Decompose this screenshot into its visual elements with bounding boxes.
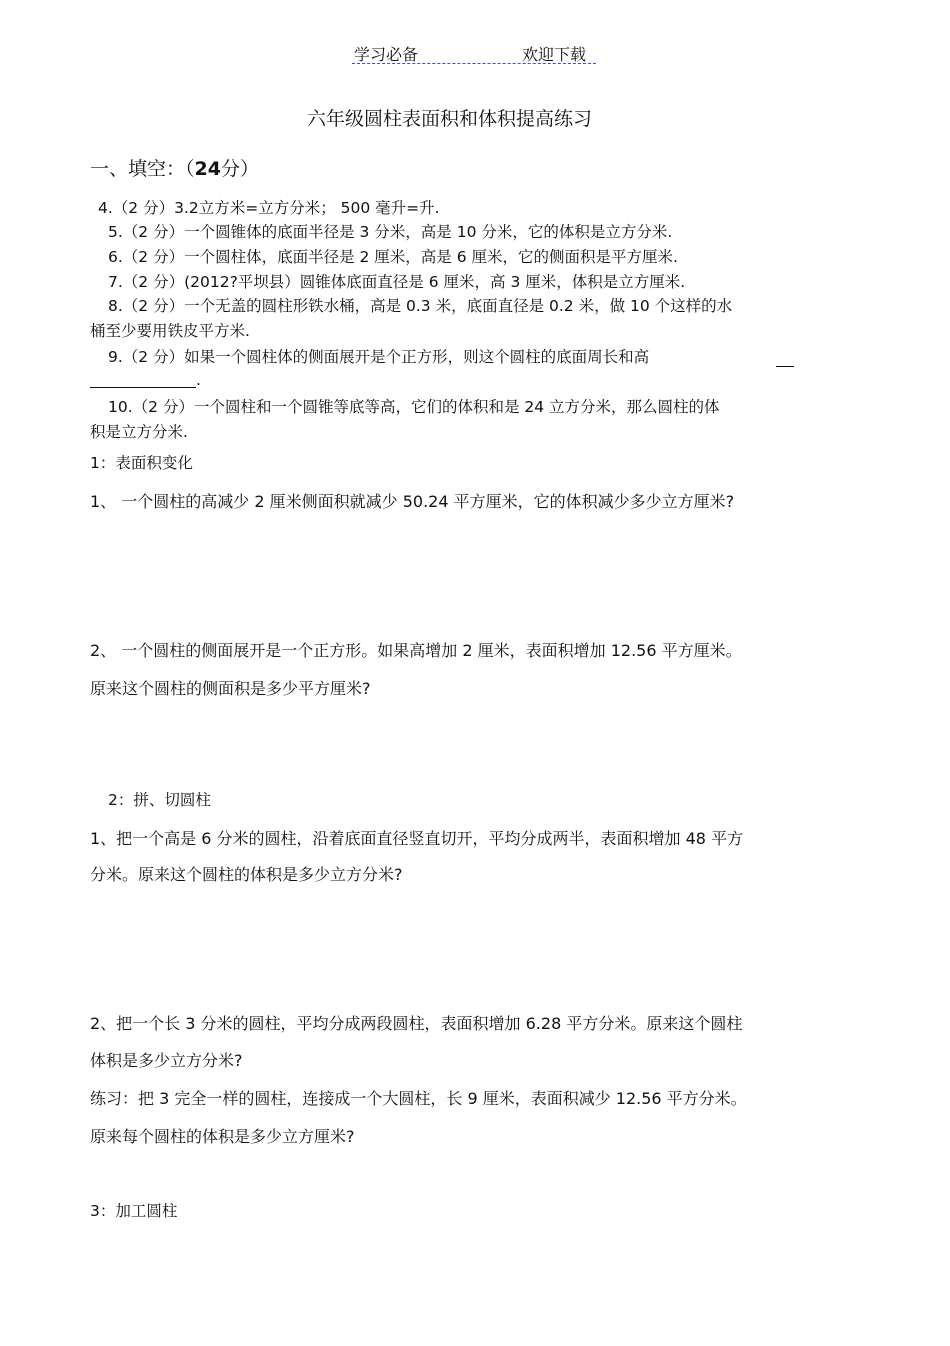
part1-heading: 1：表面积变化 (90, 454, 193, 472)
section-heading (90, 154, 259, 181)
part1-problem-2-line1: 2、 一个圆柱的侧面展开是一个正方形。如果高增加 2 厘米，表面积增加 12.56 平方厘米。 (90, 641, 742, 660)
part2-problem-2-line2: 体积是多少立方分米? (90, 1051, 243, 1070)
question-9-line1: 9.（2 分）如果一个圆柱体的侧面展开是个正方形，则这个圆柱的底面周长和高 (108, 348, 650, 366)
part1-problem-1: 1、 一个圆柱的高减少 2 厘米侧面积就减少 50.24 平方厘米，它的体积减少多少立方厘米? (90, 492, 735, 511)
section-label: 一、填空：（ (90, 158, 195, 180)
part1-problem-2-line2: 原来这个圆柱的侧面积是多少平方厘米? (90, 679, 371, 698)
part2-problem-2-line1: 2、把一个长 3 分米的圆柱，平均分成两段圆柱，表面积增加 6.28 平方分米。原来这个圆柱 (90, 1014, 743, 1033)
practice-line1: 练习：把 3 完全一样的圆柱，连接成一个大圆柱，长 9 厘米，表面积减少 12.56 平方分米。 (90, 1089, 747, 1108)
question-4: 4.（2 分）3.2立方米=立方分米； 500 毫升=升. (98, 199, 440, 217)
question-7: 7.（2 分）(2012?平坝县）圆锥体底面直径是 6 厘米，高 3 厘米，体积是立方厘米. (108, 273, 686, 291)
part2-heading: 2：拼、切圆柱 (108, 791, 211, 809)
question-6: 6.（2 分）一个圆柱体，底面半径是 2 厘米，高是 6 厘米，它的侧面积是平方厘米. (108, 248, 678, 266)
header-divider (352, 63, 596, 64)
question-9-line2: . (196, 371, 201, 389)
question-8-line1: 8.（2 分）一个无盖的圆柱形铁水桶，高是 0.3 米，底面直径是 0.2 米，做 10 个这样的水 (108, 297, 733, 315)
question-8-line2: 桶至少要用铁皮平方米. (90, 322, 250, 340)
answer-blank (90, 387, 196, 388)
practice-line2: 原来每个圆柱的体积是多少立方厘米? (90, 1127, 355, 1146)
question-10-line2: 积是立方分米. (90, 423, 188, 441)
section-suffix: 分） (220, 158, 259, 180)
part2-problem-1-line1: 1、把一个高是 6 分米的圆柱，沿着底面直径竖直切开，平均分成两半，表面积增加 48 平方 (90, 829, 744, 848)
header-left: 学习必备 (354, 45, 419, 64)
question-5: 5.（2 分）一个圆锥体的底面半径是 3 分米，高是 10 分米，它的体积是立方分米. (108, 223, 673, 241)
part3-heading: 3：加工圆柱 (90, 1202, 178, 1220)
part2-problem-1-line2: 分米。原来这个圆柱的体积是多少立方分米? (90, 865, 403, 884)
question-10-line1: 10.（2 分）一个圆柱和一个圆锥等底等高，它们的体积和是 24 立方分米，那么圆柱的体 (108, 398, 720, 416)
answer-blank (776, 366, 794, 367)
section-score: 24 (194, 158, 221, 180)
header-right: 欢迎下载 (522, 45, 587, 64)
page-title: 六年级圆柱表面积和体积提高练习 (307, 108, 593, 130)
